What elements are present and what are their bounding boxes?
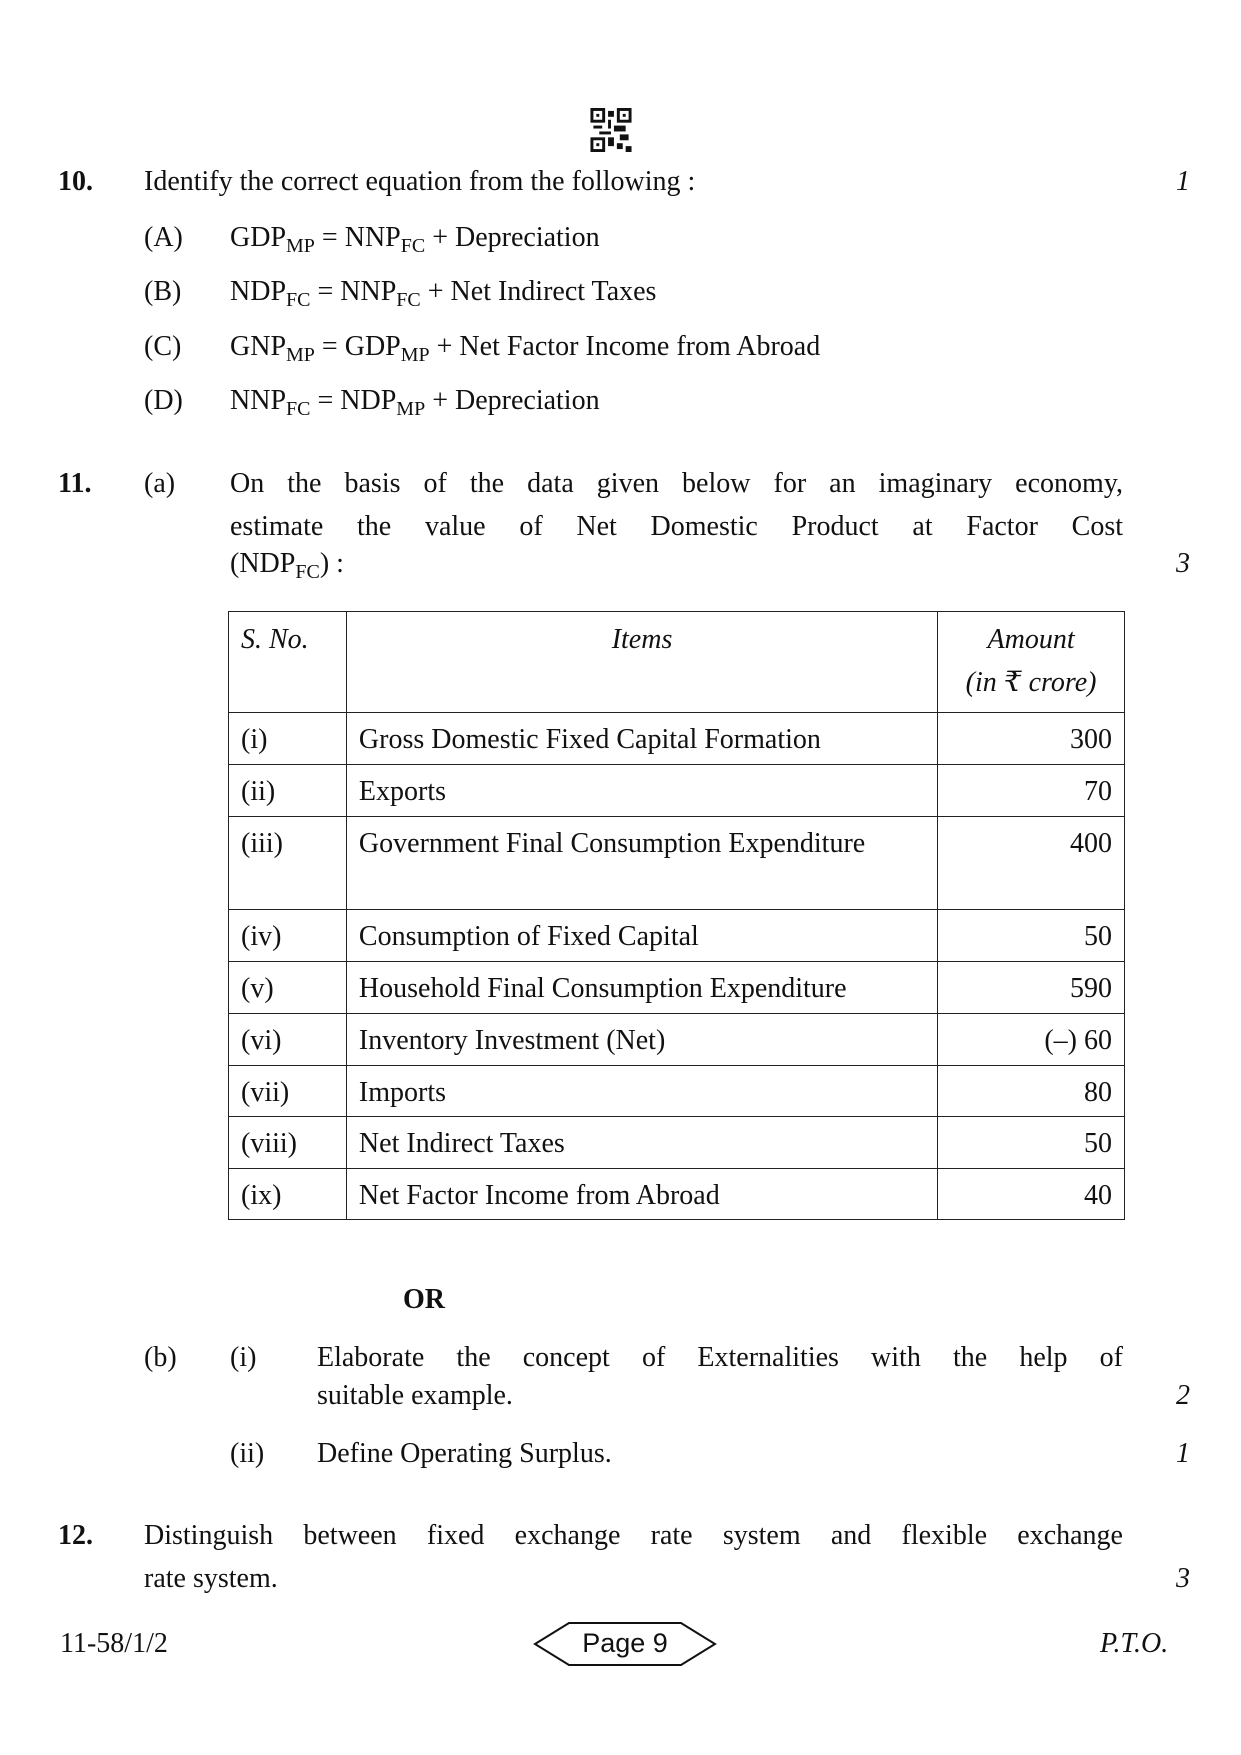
question-text: $(NDP_{FC})$ : (230, 548, 344, 583)
question-text: Distinguish between fixed exchange rate system and flexible exchange (144, 1520, 1123, 1551)
marks: 1 (1176, 1438, 1190, 1469)
question-number: 10. (58, 166, 93, 197)
paper-code: 11-58/1/2 (60, 1628, 168, 1659)
cell-sno: (vi) (229, 1014, 347, 1066)
table-row (229, 713, 1125, 765)
cell-item: Exports (346, 765, 937, 817)
question-text: Elaborate the concept of Externalities with the help of (317, 1342, 1123, 1373)
header-items: Items (346, 612, 937, 713)
cell-amount: 50 (938, 910, 1125, 962)
question-text: On the basis of the data given below for an imaginary economy, (230, 468, 1123, 499)
cell-sno: (ix) (229, 1169, 347, 1220)
question-text: Identify the correct equation from the following : (144, 166, 696, 197)
marks: 3 (1176, 1563, 1190, 1594)
cell-item: Household Final Consumption Expenditure (346, 962, 937, 1014)
header-amount: Amount (in ₹ crore) (938, 612, 1125, 713)
table-row (229, 1117, 1125, 1169)
question-number: 12. (58, 1520, 93, 1551)
table-row (229, 1169, 1125, 1220)
option-label: (A) (144, 222, 183, 253)
data-table (228, 611, 1125, 1220)
question-text: suitable example. (317, 1380, 513, 1411)
table-row (229, 765, 1125, 817)
cell-amount: 590 (938, 962, 1125, 1014)
cell-amount: 400 (938, 817, 1125, 910)
cell-item: Government Final Consumption Expenditure (346, 817, 937, 910)
marks: 1 (1176, 166, 1190, 197)
pto-label: P.T.O. (1100, 1628, 1169, 1659)
cell-item: Gross Domestic Fixed Capital Formation (346, 713, 937, 765)
question-text: estimate the value of Net Domestic Product at Factor Cost (230, 511, 1123, 542)
cell-sno: (iii) (229, 817, 347, 910)
marks: 2 (1176, 1380, 1190, 1411)
cell-item: Inventory Investment (Net) (346, 1014, 937, 1066)
cell-sno: (viii) (229, 1117, 347, 1169)
cell-sno: (ii) (229, 765, 347, 817)
question-number: 11. (58, 468, 92, 499)
option-label: (B) (144, 276, 182, 307)
option-label: (D) (144, 385, 183, 416)
question-text: rate system. (144, 1563, 278, 1594)
table-row (229, 1066, 1125, 1117)
header-sno: S. No. (229, 612, 347, 713)
cell-amount: 300 (938, 713, 1125, 765)
table-row (229, 1014, 1125, 1066)
cell-sno: (i) (229, 713, 347, 765)
cell-item: Imports (346, 1066, 937, 1117)
cell-item: Consumption of Fixed Capital (346, 910, 937, 962)
table-row (229, 910, 1125, 962)
option-equation: $GDP_{MP} = NNP_{FC}$ + Depreciation (230, 222, 600, 257)
question-text: Define Operating Surplus. (317, 1438, 612, 1469)
option-equation: $GNP_{MP} = GDP_{MP}$ + Net Factor Income from Abroad (230, 331, 821, 366)
cell-item: Net Indirect Taxes (346, 1117, 937, 1169)
part-label: (b) (144, 1342, 177, 1373)
or-separator: OR (403, 1284, 445, 1315)
cell-sno: (v) (229, 962, 347, 1014)
cell-amount: 70 (938, 765, 1125, 817)
cell-sno: (iv) (229, 910, 347, 962)
cell-amount: (–) 60 (938, 1014, 1125, 1066)
option-equation: $NNP_{FC} = NDP_{MP}$ + Depreciation (230, 385, 600, 420)
table-row (229, 962, 1125, 1014)
cell-item: Net Factor Income from Abroad (346, 1169, 937, 1220)
cell-sno: (vii) (229, 1066, 347, 1117)
option-equation: $NDP_{FC} = NNP_{FC}$ + Net Indirect Taxes (230, 276, 657, 311)
qr-code (590, 108, 632, 152)
cell-amount: 50 (938, 1117, 1125, 1169)
cell-amount: 40 (938, 1169, 1125, 1220)
cell-amount: 80 (938, 1066, 1125, 1117)
subpart-label: (i) (230, 1342, 257, 1373)
option-label: (C) (144, 331, 182, 362)
part-label: (a) (144, 468, 176, 499)
subpart-label: (ii) (230, 1438, 265, 1469)
table-row (229, 817, 1125, 910)
marks: 3 (1176, 548, 1190, 579)
page-number: Page 9 (582, 1628, 668, 1658)
